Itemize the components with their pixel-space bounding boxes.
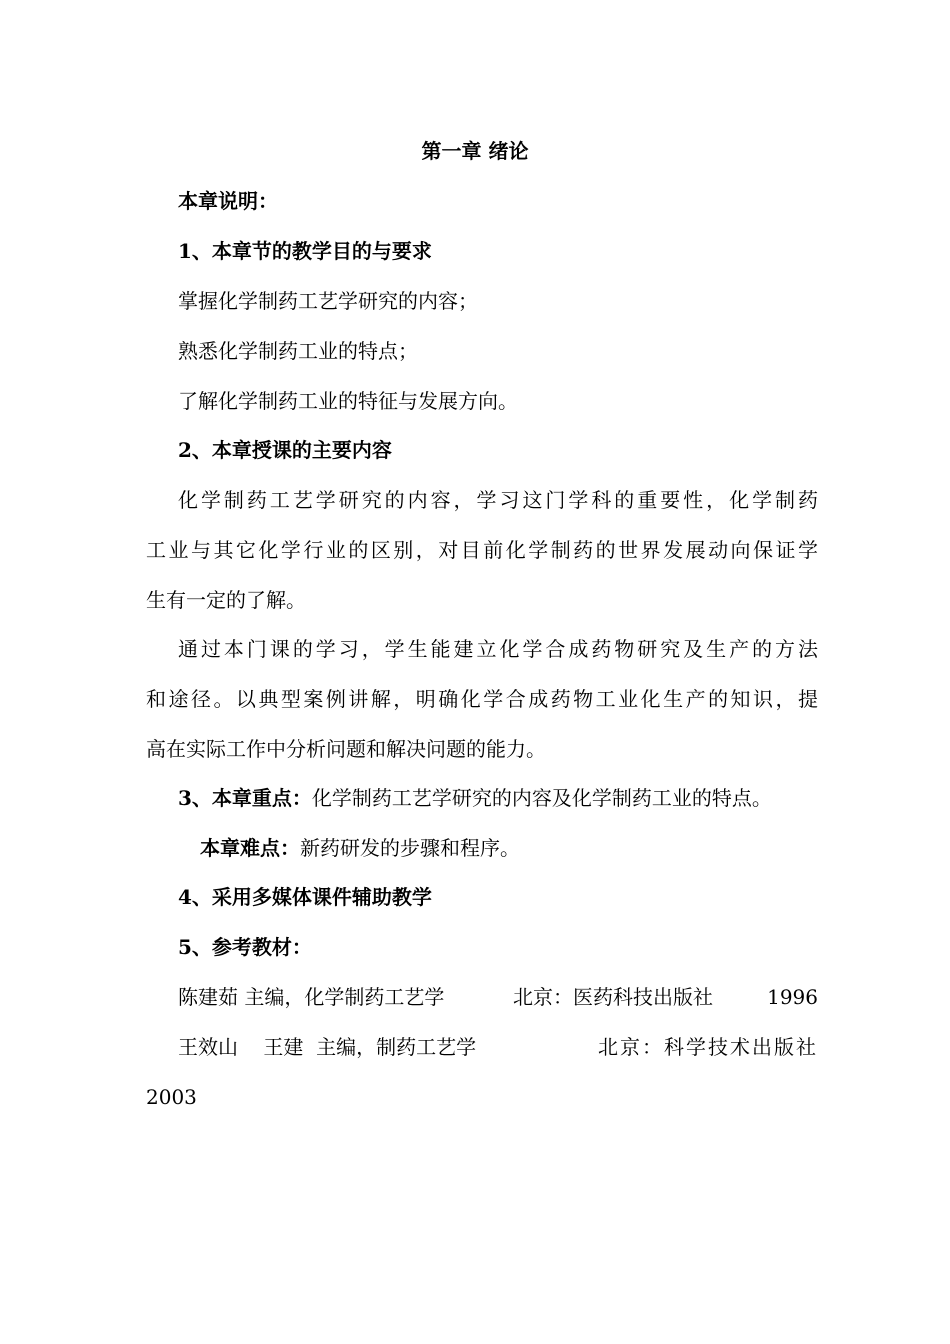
- chapter-note-label: 本章说明：: [178, 189, 278, 213]
- reference-2-authors: 王效山 王建 主编，制药工艺学: [178, 1035, 477, 1059]
- section-4-heading: 4、采用多媒体课件辅助教学: [178, 885, 432, 909]
- key-points-text: 化学制药工艺学研究的内容及化学制药工业的特点。: [311, 786, 772, 810]
- content-paragraph-line: 生有一定的了解。: [146, 588, 306, 612]
- objective-item: 掌握化学制药工艺学研究的内容；: [178, 289, 478, 313]
- difficulty-text: 新药研发的步骤和程序。: [300, 836, 520, 860]
- key-points-label: 3、本章重点：: [178, 786, 312, 810]
- reference-1-authors: 陈建茹 主编，化学制药工艺学: [178, 985, 445, 1009]
- reference-2-publisher: 北京：科学技术出版社: [598, 1035, 818, 1059]
- content-paragraph-line: 通过本门课的学习，学生能建立化学合成药物研究及生产的方法: [178, 637, 818, 661]
- section-1-heading: 1、本章节的教学目的与要求: [178, 239, 432, 263]
- chapter-title: 第一章 绪论: [421, 139, 529, 163]
- difficulty-label: 本章难点：: [200, 836, 300, 860]
- reference-1-publisher: 北京：医药科技出版社: [513, 985, 713, 1009]
- content-paragraph-line: 高在实际工作中分析问题和解决问题的能力。: [146, 737, 546, 761]
- difficulty-line: [200, 836, 818, 860]
- reference-1-year: 1996: [767, 985, 818, 1009]
- content-paragraph-line: 工业与其它化学行业的区别，对目前化学制药的世界发展动向保证学: [146, 538, 818, 562]
- objective-item: 了解化学制药工业的特征与发展方向。: [178, 389, 518, 413]
- section-5-heading: 5、参考教材：: [178, 935, 312, 959]
- content-paragraph-line: 化学制药工艺学研究的内容，学习这门学科的重要性，化学制药: [178, 488, 818, 512]
- reference-2-year: 2003: [146, 1085, 197, 1109]
- section-2-heading: 2、本章授课的主要内容: [178, 438, 392, 462]
- content-paragraph-line: 和途径。以典型案例讲解，明确化学合成药物工业化生产的知识，提: [146, 687, 818, 711]
- objective-item: 熟悉化学制药工业的特点；: [178, 339, 418, 363]
- key-points-line: [178, 786, 838, 810]
